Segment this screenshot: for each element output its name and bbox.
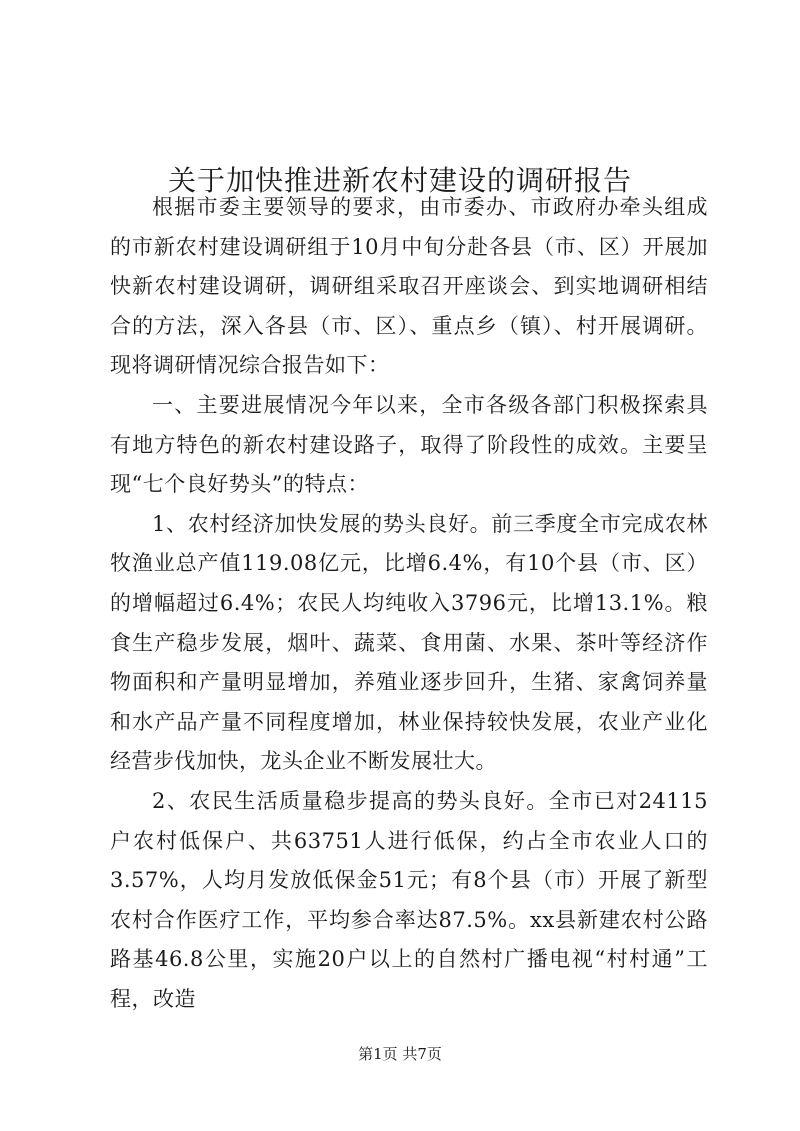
page-indicator: 第1页 共7页: [358, 1045, 442, 1063]
document-body: [110, 188, 708, 1019]
paragraph-section-one: 一、主要进展情况今年以来，全市各级各部门积极探索具有地方特色的新农村建设路子，取得了阶段性的成效。主要呈现“七个良好势头”的特点：: [110, 392, 708, 497]
paragraph-point-one: 1、农村经济加快发展的势头良好。前三季度全市完成农林牧渔业总产值119.08亿元，比增6.4%，有10个县（市、区）的增幅超过6.4%；农民人均纯收入3796元，比增13.1%。粮食生产稳步发展，烟叶、蔬菜、食用菌、水果、茶叶等经济作物面积和产量明显增加，养殖业逐步回升，生猪、家禽饲养量和水产品产量不同程度增加，林业保持较快发展，农业产业化经营步伐加快，龙头企业不断发展壮大。: [110, 511, 708, 774]
page-footer: [0, 1044, 800, 1064]
paragraph-intro: 根据市委主要领导的要求，由市委办、市政府办牵头组成的市新农村建设调研组于10月中旬分赴各县（市、区）开展加快新农村建设调研，调研组采取召开座谈会、到实地调研相结合的方法，深入各县（市、区）、重点乡（镇）、村开展调研。现将调研情况综合报告如下：: [110, 195, 708, 378]
document-title: 关于加快推进新农村建设的调研报告: [167, 163, 632, 197]
paragraph-point-two: 2、农民生活质量稳步提高的势头良好。全市已对24115户农村低保户、共63751人进行低保，约占全市农业人口的3.57%，人均月发放低保金51元；有8个县（市）开展了新型农村合作医疗工作，平均参合率达87.5%。xx县新建农村公路路基46.8公里，实施20户以上的自然村广播电视“村村通”工程，改造: [110, 788, 708, 1011]
